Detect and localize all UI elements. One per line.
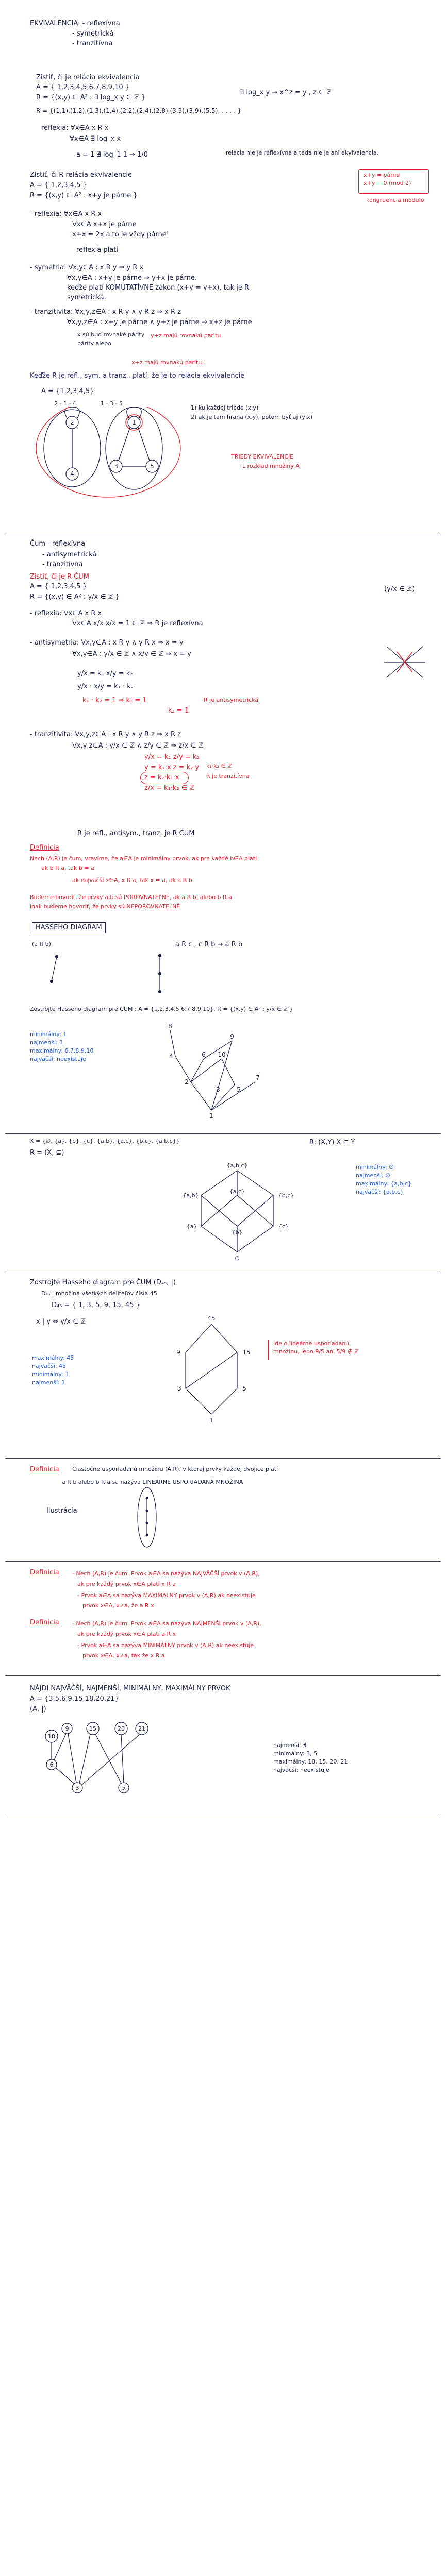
- s2-note1: 1) ku každej triede (x,y): [191, 404, 259, 411]
- s3-def4: Budeme hovoriť, že prvky a,b sú POROVNATEĽNÉ, ak a R b, alebo b R a: [30, 894, 232, 901]
- s3-extremes: [30, 1030, 93, 1063]
- node-label: 6: [49, 1761, 54, 1768]
- s3-def-label: Definícia: [30, 844, 59, 852]
- s2-rel-def: R = {(x,y) ∈ A² : x+y je párne }: [30, 192, 138, 199]
- divider: [5, 1458, 441, 1459]
- s6-def1: Čiastočne usporiadanú množinu (A,R), v ktorej prvky každej dvojice platí: [72, 1466, 278, 1472]
- s1-rel-def: R = {(x,y) ∈ A² : ∃ log_x y ∈ ℤ }: [36, 94, 146, 101]
- node-label: 2: [185, 1078, 189, 1086]
- s2-refl2: ∀x∈A x+x je párne: [72, 221, 137, 228]
- s3-tr6: z/x = k₁·k₂ ∈ ℤ: [144, 784, 194, 792]
- node-label: 45: [207, 1315, 216, 1322]
- s3-anti2: ∀x,y∈A : y/x ∈ ℤ ∧ x/y ∈ ℤ ⇒ x = y: [72, 650, 191, 658]
- s7-e4: prvok x∈A, x≠a, tak že x R a: [82, 1652, 165, 1659]
- maximal-elements: maximálny: {a,b,c}: [356, 1180, 412, 1187]
- s8-set: A = {3,5,6,9,15,18,20,21}: [30, 1695, 119, 1703]
- s2-tr3: x sú buď rovnaké párity: [77, 331, 145, 338]
- s3-hasse-ex: Zostrojte Hasseho diagram pre ČUM : A = {1,2,3,4,5,6,7,8,9,10}, R = {(x,y) ∈ A² : y/x ∈ ℤ }: [30, 1006, 293, 1012]
- s3-anti6: k₂ = 1: [168, 707, 189, 715]
- s2-classes-lbl1: 2 - 1 - 4: [54, 400, 76, 407]
- box-line-1: x+y = párne: [364, 172, 400, 178]
- s3-anti1: - antisymetria: ∀x,y∈A : x R y ∧ y R x ⇒ x = y: [30, 639, 184, 647]
- node-label: 5: [242, 1385, 246, 1392]
- least-element: najmenší: ∄: [273, 1742, 307, 1749]
- node-label: {c}: [278, 1223, 289, 1230]
- s2-tr4: párity alebo: [77, 340, 111, 347]
- box-line-2: x+y ≡ 0 (mod 2): [364, 179, 411, 187]
- s3-tr3: y/x = k₁ z/y = k₂: [144, 753, 200, 761]
- node-label: 3: [114, 463, 118, 470]
- s3-def5: inak budeme hovoriť, že prvky sú NEPOROVNATEĽNÉ: [30, 903, 180, 910]
- s7-def-label: Definícia: [30, 1569, 59, 1577]
- s3-def1: Nech (A,R) je čum, vravíme, že a∈A je minimálny prvok, ak pre každé b∈A platí: [30, 855, 257, 862]
- congruence-note: kongruencia modulo: [366, 197, 424, 204]
- maximal-elements: maximálny: 45: [32, 1354, 74, 1361]
- s1-side-note: ∃ log_x y → x^z = y , z ∈ ℤ: [240, 89, 332, 96]
- s7-e3: - Prvok a∈A sa nazýva MINIMÁLNY prvok v (A,R) ak neexistuje: [77, 1642, 254, 1649]
- s6-ilustr: Ilustrácia: [46, 1507, 77, 1515]
- s3-tr2: ∀x,y,z∈A : y/x ∈ ℤ ∧ z/y ∈ ℤ ⇒ z/x ∈ ℤ: [72, 742, 204, 750]
- node-label: 20: [118, 1725, 125, 1732]
- minimal-elements: minimálny: 1: [30, 1031, 67, 1038]
- node-label: 4: [70, 470, 74, 478]
- s1-set-a: A = { 1,2,3,4,5,6,7,8,9,10 }: [36, 83, 130, 91]
- divider: [5, 1133, 441, 1134]
- s5-red-note: [273, 1340, 358, 1356]
- s1-rel-list: R = {(1,1),(1,2),(1,3),(1,4),(2,2),(2,4),(2,8),(3,3),(3,9),(5,5), . . . . }: [36, 107, 242, 114]
- s2-refl1: - reflexia: ∀x∈A x R x: [30, 210, 102, 218]
- s1-title: EKVIVALENCIA: - reflexívna: [30, 20, 120, 27]
- s2-sym1: - symetria: ∀x,y∈A : x R y ⇒ y R x: [30, 264, 144, 272]
- hasse-mini-sketch: [36, 951, 191, 997]
- s7-d3: - Prvok a∈A sa nazýva MAXIMÁLNY prvok v (A,R) ak neexistuje: [77, 1592, 256, 1599]
- s3-tr5: z = k₂·k₁·x: [144, 774, 179, 782]
- s3-def3: ak najväčší x∈A, x R a, tak x = a, ak a R b: [72, 877, 192, 884]
- prop-transitive: - tranzitívna: [72, 39, 113, 47]
- minimal-elements: minimálny: 1: [32, 1370, 69, 1378]
- s7-d4: prvok x∈A, x≠a, že a R x: [82, 1602, 154, 1609]
- s2-tr6: x+z majú rovnakú paritu!: [131, 359, 204, 366]
- s2-tr1: - tranzitivita: ∀x,y,z∈A : x R y ∧ y R z ⇒ x R z: [30, 308, 181, 316]
- s3-frac-note: (y/x ∈ ℤ): [384, 585, 415, 593]
- s3-refl2: ∀x∈A x/x x/x = 1 ∈ ℤ ⇒ R je reflexívna: [72, 620, 203, 628]
- s3-hasse: HASSEHO DIAGRAM: [32, 922, 106, 933]
- s5-sub: D₄₅ : množina všetkých deliteľov čísla 45: [41, 1290, 157, 1297]
- s3-def2: ak b R a, tak b = a: [41, 865, 94, 871]
- s2-classes-lbl2: 1 - 3 - 5: [101, 400, 123, 407]
- s2-set-a2: A = {1,2,3,4,5}: [41, 387, 94, 395]
- least-element: najmenší: ∅: [356, 1172, 390, 1179]
- node-label: 8: [168, 1023, 172, 1030]
- s2-red-label2: L rozklad množiny A: [242, 463, 300, 469]
- node-label: 3: [177, 1385, 181, 1392]
- divider: [5, 1561, 441, 1562]
- node-label: 1: [209, 1112, 213, 1120]
- hasse-diagram-d45: [165, 1311, 258, 1425]
- s2-heading: Zistiť, či R relácia ekvivalencie: [30, 171, 133, 179]
- s3-anti3: y/x = k₁ x/y = k₂: [77, 670, 133, 677]
- s2-tr2: ∀x,y,z∈A : x+y je párne ∧ y+z je párne ⇒ x+z je párne: [67, 318, 252, 326]
- node-label: 15: [89, 1725, 96, 1732]
- least-element: najmenší: 1: [32, 1379, 65, 1386]
- s3-props: [42, 550, 96, 570]
- s3-tr-red: k₁·k₂ ∈ ℤ: [206, 762, 232, 769]
- node-label: 1: [132, 419, 136, 426]
- s3-ex: Zistiť, či je R ČUM: [30, 573, 89, 581]
- node-label: 18: [48, 1733, 55, 1740]
- s4-rel2: R: (X,Y) X ⊆ Y: [309, 1139, 355, 1146]
- node-label: 4: [169, 1053, 173, 1060]
- s5-set: D₄₅ = { 1, 3, 5, 9, 15, 45 }: [52, 1301, 140, 1309]
- node-label: 1: [209, 1417, 213, 1424]
- node-label: {a,b,c}: [226, 1162, 248, 1169]
- node-label: 15: [242, 1349, 251, 1356]
- s8-heading: NÁJDI NAJVÄČŠÍ, NAJMENŠÍ, MINIMÁLNY, MAXIMÁLNY PRVOK: [30, 1685, 230, 1692]
- tr-highlight: [140, 772, 189, 784]
- node-label: {a}: [186, 1223, 197, 1230]
- s2-red-label1: TRIEDY EKVIVALENCIE: [231, 453, 294, 460]
- s2-sym2: ∀x,y∈A : x+y je párne ⇒ y+x je párne.: [67, 274, 197, 282]
- s7-d1: - Nech (A,R) je čum. Prvok a∈A sa nazýva NAJVÄČŠÍ prvok v (A,R),: [72, 1570, 260, 1577]
- s3-tr4: y = k₁·x z = k₂·y: [144, 764, 200, 771]
- node-label: 5: [122, 1785, 126, 1791]
- node-label: 9: [176, 1349, 180, 1356]
- s5-rel: x | y ⇔ y/x ∈ ℤ: [36, 1318, 86, 1326]
- equivalence-classes-diagram: [31, 407, 206, 505]
- greatest-element: najväčší: neexistuje: [273, 1766, 329, 1773]
- node-label: 10: [218, 1051, 226, 1058]
- s7-e1: - Nech (A,R) je čum. Prvok a∈A sa nazýva NAJMENŠÍ prvok v (A,R),: [72, 1620, 261, 1627]
- s4-set: X = {∅, {a}, {b}, {c}, {a,b}, {a,c}, {b,c}, {a,b,c}}: [30, 1138, 180, 1144]
- s2-refl-holds: reflexia platí: [76, 246, 118, 254]
- node-label: 3: [216, 1086, 220, 1093]
- s3-anti5: k₁ · k₂ = 1 ⇒ k₁ = 1: [82, 697, 147, 704]
- prop-symmetric: - symetrická: [72, 30, 114, 38]
- node-label: {a,b}: [183, 1192, 199, 1199]
- s2-conclusion: Keďže R je refl., sym. a tranz., platí, že je to relácia ekvivalencie: [30, 372, 245, 380]
- s3-refl1: - reflexia: ∀x∈A x R x: [30, 609, 102, 617]
- s3-rel-def: R = {(x,y) ∈ A² : y/x ∈ ℤ }: [30, 593, 120, 601]
- s3-anti-res: R je antisymetrická: [204, 697, 259, 703]
- node-label: 9: [65, 1725, 69, 1732]
- s8-rel: (A, |): [30, 1705, 46, 1713]
- s1-props: [72, 29, 113, 49]
- s6-def2: a R b alebo b R a sa nazýva LINEÁRNE USPORIADANÁ MNOŽINA: [62, 1479, 243, 1485]
- node-label: 2: [70, 419, 74, 426]
- greatest-element: najväčší: neexistuje: [30, 1055, 86, 1062]
- hasse-diagram-s8: [36, 1716, 160, 1803]
- node-label: 5: [150, 463, 154, 470]
- s3-conclusion: R je refl., antisym., tranz. je R ČUM: [77, 829, 195, 837]
- hasse-diagram-1-10: [155, 1020, 278, 1123]
- node-label: {a,c}: [229, 1188, 245, 1195]
- prop-transitive: - tranzitívna: [42, 560, 83, 568]
- linear-order-sketch: [131, 1484, 162, 1551]
- s8-extremes: [273, 1741, 348, 1774]
- s6-def-label: Definícia: [30, 1466, 59, 1473]
- node-label: 3: [75, 1785, 79, 1791]
- node-label: ∅: [235, 1255, 240, 1262]
- s3-hasse-tag: (a R b): [32, 941, 51, 947]
- s1-refl-comment: relácia nie je reflexívna a teda nie je ani ekvivalencia.: [226, 149, 379, 156]
- node-label: {b}: [232, 1229, 243, 1236]
- s5-extremes: [32, 1354, 74, 1387]
- least-element: najmenší: 1: [30, 1039, 63, 1046]
- cross-sketch: [382, 644, 428, 680]
- minimal-elements: minimálny: ∅: [356, 1164, 394, 1171]
- s7-def2-label: Definícia: [30, 1619, 59, 1626]
- s3-heading: Čum - reflexívna: [30, 540, 86, 548]
- red-note-line-2: množinu, lebo 9/5 ani 5/9 ∉ ℤ: [273, 1348, 359, 1355]
- s5-heading: Zostrojte Hasseho diagram pre ČUM (D₄₅, |): [30, 1279, 176, 1286]
- s3-set-a: A = { 1,2,3,4,5 }: [30, 583, 87, 590]
- s5-red-bracket: [268, 1340, 271, 1360]
- greatest-element: najväčší: 45: [32, 1362, 67, 1369]
- minimal-elements: minimálny: 3, 5: [273, 1750, 318, 1757]
- s2-sym3: keďže platí KOMUTATÍVNE zákon (x+y = y+x), tak je R: [67, 284, 250, 292]
- node-label: 7: [256, 1074, 260, 1081]
- node-label: 6: [202, 1051, 206, 1058]
- node-label: 5: [237, 1086, 241, 1093]
- congruence-box-text: [364, 171, 411, 188]
- s3-tr1: - tranzitivita: ∀x,y,z∈A : x R y ∧ y R z ⇒ x R z: [30, 731, 181, 738]
- s3-hasse-expr: a R c , c R b → a R b: [175, 941, 243, 948]
- red-note-line-1: Ide o lineárne usporiadanú: [273, 1340, 350, 1347]
- s2-tr5: y+z majú rovnakú paritu: [151, 332, 221, 339]
- greatest-element: najväčší: {a,b,c}: [356, 1188, 404, 1195]
- s4-extremes: [356, 1163, 411, 1196]
- divider: [5, 1675, 441, 1676]
- maximal-elements: maximálny: 18, 15, 20, 21: [273, 1758, 348, 1765]
- node-label: 9: [230, 1033, 234, 1040]
- s1-example-heading: Zistiť, či je relácia ekvivalencia: [36, 74, 140, 81]
- s7-e2: ak pre každý prvok x∈A platí a R x: [77, 1631, 176, 1637]
- s2-note2: 2) ak je tam hrana (x,y), potom byť aj (y,x): [191, 414, 313, 420]
- s2-set-a: A = { 1,2,3,4,5 }: [30, 181, 87, 189]
- node-label: {b,c}: [278, 1192, 294, 1199]
- s1-refl3: a = 1 ∄ log_1 1 → 1/0: [76, 151, 148, 159]
- node-label: 21: [138, 1725, 145, 1732]
- hasse-diagram-powerset: [170, 1159, 304, 1262]
- maximal-elements: maximálny: 6,7,8,9,10: [30, 1047, 94, 1054]
- s3-tr-res: R je tranzitívna: [206, 773, 250, 779]
- s3-anti4: y/x · x/y = k₁ · k₂: [77, 683, 134, 690]
- s2-refl3: x+x = 2x a to je vždy párne!: [72, 231, 169, 239]
- s1-refl2: ∀x∈A ∃ log_x x: [70, 135, 121, 143]
- s7-d2: ak pre každý prvok x∈A platí x R a: [77, 1581, 176, 1587]
- s1-refl: reflexia: ∀x∈A x R x: [41, 124, 109, 132]
- s4-rel: R = (X, ⊆): [30, 1149, 64, 1157]
- s2-sym4: symetrická.: [67, 294, 106, 301]
- prop-antisymmetric: - antisymetrická: [42, 551, 97, 558]
